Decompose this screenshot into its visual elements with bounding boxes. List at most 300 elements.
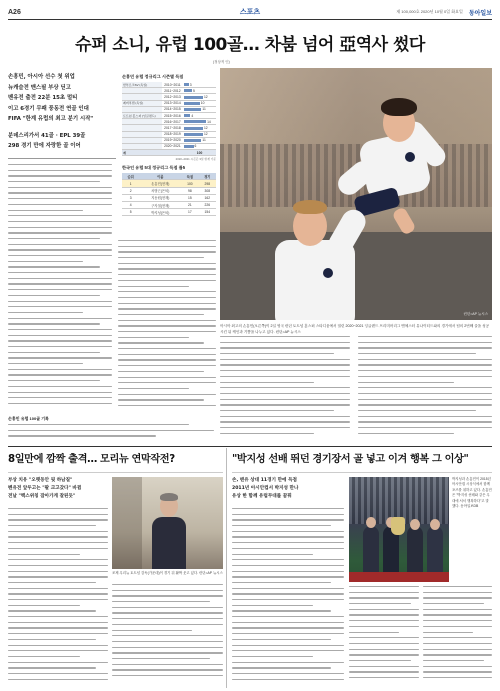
text-line bbox=[8, 181, 100, 182]
article-body-column bbox=[358, 336, 492, 442]
goals-value: 12 bbox=[203, 94, 208, 99]
text-line bbox=[8, 261, 83, 262]
header-rule bbox=[8, 19, 492, 20]
goals-value: 4 bbox=[191, 113, 194, 118]
text-line bbox=[220, 336, 350, 337]
ranking-rank-cell: 3 bbox=[122, 194, 139, 201]
goals-bar bbox=[184, 108, 201, 111]
text-line bbox=[358, 410, 476, 411]
text-line bbox=[8, 187, 112, 188]
goals-value: 14 bbox=[207, 119, 211, 124]
text-line bbox=[118, 325, 216, 326]
text-line bbox=[118, 263, 216, 264]
text-line bbox=[358, 359, 492, 360]
text-line bbox=[358, 364, 492, 365]
text-line bbox=[423, 586, 492, 587]
text-line bbox=[8, 301, 112, 302]
text-line bbox=[8, 352, 100, 353]
text-line bbox=[232, 599, 344, 600]
section-title: 스포츠 bbox=[239, 9, 261, 16]
season-cell: 2015~2016 bbox=[162, 112, 183, 118]
text-line bbox=[349, 643, 419, 644]
text-line bbox=[232, 565, 344, 566]
text-line bbox=[112, 647, 223, 648]
text-line bbox=[118, 405, 216, 406]
text-line bbox=[232, 622, 344, 623]
text-line bbox=[8, 656, 80, 657]
text-line bbox=[8, 386, 112, 387]
player-kane-figure bbox=[265, 188, 375, 320]
text-line bbox=[349, 597, 419, 598]
text-line bbox=[8, 175, 112, 176]
issue-info: 제 100,000호 2020년 10월 0일 화요일 bbox=[396, 9, 463, 14]
caption-title: 손흥민 유럽 100골 기록 bbox=[8, 416, 49, 421]
text-line bbox=[232, 673, 344, 674]
text-line bbox=[423, 649, 492, 650]
lede-line: 분데스리가서 41골 · EPL 39골 bbox=[8, 132, 86, 139]
mourinho-headline: 8일만에 깜짝 출격… 모리뉴 연막작전? bbox=[8, 454, 175, 465]
season-cell: 2018~2019 bbox=[162, 131, 183, 137]
text-line bbox=[220, 399, 350, 400]
text-line bbox=[8, 255, 112, 256]
text-line bbox=[349, 609, 419, 610]
mourinho-photo-caption: 조제 무리뉴 토트넘 감독(가운데)이 경기 뒤 활짝 웃고 있다. 런던=AP 뉴시스 bbox=[112, 571, 223, 575]
subhead-line: 부상 치유 "오랫동안 뒷 하남질" bbox=[8, 478, 73, 483]
season-cell: 2019~2020 bbox=[162, 137, 183, 143]
ranking-name-cell: 차범근(은퇴) bbox=[139, 187, 181, 194]
text-line bbox=[118, 331, 216, 332]
text-line bbox=[220, 376, 350, 377]
text-line bbox=[220, 370, 350, 371]
text-line bbox=[8, 363, 83, 364]
mourinho-subhead bbox=[8, 477, 108, 502]
text-line bbox=[112, 669, 223, 670]
park-photo-caption: 박지성과 손흥민이 2015년 아시안컵 시상식에서 함께 포즈를 취하고 있다. 손흥민은 "박지성 선배와 같은 무대에 서서 행복하다"고 말했다. 동아일보DB bbox=[452, 477, 492, 509]
stats-note: 2020~2021 시즌은 3일 현재 기준 bbox=[175, 157, 216, 162]
subhead-line: 전날 "백스위칭 잡아가게 잘된듯" bbox=[8, 494, 76, 500]
headline-credit: (정상적 인) bbox=[213, 60, 230, 64]
text-line bbox=[220, 433, 314, 434]
text-line bbox=[8, 571, 108, 572]
text-line bbox=[232, 582, 331, 583]
goals-bar bbox=[184, 96, 203, 99]
text-line bbox=[220, 353, 334, 354]
text-line bbox=[118, 251, 216, 252]
text-line bbox=[423, 603, 484, 604]
text-line bbox=[8, 525, 96, 526]
text-line bbox=[118, 314, 204, 315]
text-line bbox=[8, 536, 108, 537]
text-line bbox=[349, 592, 419, 593]
text-line bbox=[349, 620, 419, 621]
text-line bbox=[358, 382, 454, 383]
text-line bbox=[8, 542, 108, 543]
article-body-column bbox=[220, 336, 350, 442]
text-line bbox=[112, 595, 223, 596]
headline-rule bbox=[232, 472, 492, 473]
goals-bar bbox=[184, 127, 203, 130]
text-line bbox=[220, 421, 350, 422]
text-line bbox=[118, 291, 216, 292]
ranking-goals-cell: 21 bbox=[181, 202, 198, 209]
text-line bbox=[118, 365, 216, 366]
stats-table-title: 손흥민 유럽 정규리그 시즌별 득점 bbox=[122, 74, 184, 79]
text-line bbox=[220, 393, 350, 394]
text-line bbox=[112, 630, 192, 631]
goals-value: 3 bbox=[189, 82, 192, 87]
text-line bbox=[358, 433, 454, 434]
text-line bbox=[118, 297, 216, 298]
text-line bbox=[232, 645, 344, 646]
text-line bbox=[8, 645, 108, 646]
ranking-games-cell: 298 bbox=[199, 180, 216, 187]
subhead-line: 유상 한 함께 유럽무대를 꿈꿔 bbox=[232, 494, 292, 500]
page-header bbox=[8, 6, 492, 18]
text-line bbox=[8, 323, 100, 324]
text-line bbox=[220, 359, 350, 360]
season-cell: 2017~2018 bbox=[162, 125, 183, 131]
text-line bbox=[8, 616, 108, 617]
text-line bbox=[8, 204, 112, 205]
text-line bbox=[112, 664, 223, 665]
text-line bbox=[349, 603, 411, 604]
text-line bbox=[232, 627, 344, 628]
text-line bbox=[8, 531, 108, 532]
text-line bbox=[118, 303, 216, 304]
text-line bbox=[358, 387, 492, 388]
ranking-rank-cell: 2 bbox=[122, 187, 139, 194]
text-line bbox=[118, 268, 216, 269]
goals-value: 11 bbox=[202, 138, 206, 143]
text-line bbox=[8, 593, 108, 594]
text-line bbox=[220, 404, 350, 405]
text-line bbox=[358, 353, 476, 354]
ranking-games-cell: 226 bbox=[199, 202, 216, 209]
text-line bbox=[232, 576, 344, 577]
text-line bbox=[118, 337, 189, 338]
text-line bbox=[8, 192, 112, 193]
page-number: A26 bbox=[8, 8, 21, 16]
text-line bbox=[358, 421, 492, 422]
top5-table bbox=[122, 173, 216, 216]
text-line bbox=[118, 240, 216, 241]
ranking-goals-cell: 98 bbox=[181, 187, 198, 194]
text-line bbox=[118, 280, 216, 281]
text-line bbox=[358, 376, 492, 377]
text-line bbox=[112, 624, 223, 625]
text-line bbox=[8, 673, 108, 674]
text-line bbox=[8, 312, 83, 313]
text-line bbox=[349, 586, 419, 587]
goals-value: 6 bbox=[194, 144, 197, 149]
text-line bbox=[8, 210, 83, 211]
season-cell: 2016~2017 bbox=[162, 119, 183, 125]
goals-bar bbox=[184, 120, 206, 123]
text-line bbox=[8, 679, 108, 680]
text-line bbox=[8, 554, 80, 555]
lede-line: 이고 6경기 무패 풍동전 연골 인대 bbox=[8, 105, 89, 112]
text-line bbox=[220, 416, 350, 417]
text-line bbox=[8, 283, 112, 284]
text-line bbox=[8, 508, 108, 509]
text-line bbox=[232, 610, 331, 611]
text-line bbox=[232, 650, 344, 651]
season-cell: 2011~2012 bbox=[162, 88, 183, 94]
text-line bbox=[8, 335, 112, 336]
article-body-column bbox=[8, 508, 108, 686]
league-cell: 함부르크SV (독일) bbox=[122, 82, 162, 88]
col-header: 득점 bbox=[181, 173, 198, 180]
text-line bbox=[118, 371, 204, 372]
text-line bbox=[349, 666, 419, 667]
table-header-row bbox=[122, 173, 216, 180]
text-line bbox=[8, 633, 108, 634]
text-line bbox=[112, 590, 223, 591]
text-line bbox=[8, 164, 112, 165]
text-line bbox=[232, 554, 313, 555]
text-line bbox=[8, 329, 112, 330]
text-line bbox=[8, 610, 96, 611]
text-line bbox=[349, 649, 419, 650]
text-line bbox=[8, 266, 100, 267]
league-cell: 토트넘 홋스퍼 (잉글랜드) bbox=[122, 112, 162, 118]
lede-line: 뉴캐슬전 맨스필 부상 딛고 bbox=[8, 84, 71, 91]
text-line bbox=[8, 170, 112, 171]
text-line bbox=[112, 618, 223, 619]
text-line bbox=[232, 542, 344, 543]
ranking-name-cell: 지동원(현재) bbox=[139, 194, 181, 201]
text-line bbox=[118, 399, 204, 400]
subhead-line: 손, 맨유 상대 11경기 만에 득점 bbox=[232, 478, 297, 483]
ranking-games-cell: 162 bbox=[199, 194, 216, 201]
text-line bbox=[8, 295, 100, 296]
text-line bbox=[8, 519, 108, 520]
text-line bbox=[118, 320, 216, 321]
text-line bbox=[112, 652, 223, 653]
main-photo-caption: 아시아 최고의 손흥민(오른쪽)이 2일 영국 런던 토트넘 홋스퍼 스타디움에서 열린 2020~2021 잉글랜드 프리미어리그 맨체스터 유나이티드와의 경기에서 팀의 2번째 골을 성공시킨 뒤 케인과 기쁨을 나누고 있다. 런던=AP 뉴시스 bbox=[220, 324, 490, 334]
text-line bbox=[8, 599, 108, 600]
text-line bbox=[423, 677, 492, 678]
text-line bbox=[232, 548, 344, 549]
text-line bbox=[349, 637, 419, 638]
text-line bbox=[118, 246, 216, 247]
table-total-row bbox=[122, 150, 216, 156]
text-line bbox=[112, 584, 223, 585]
text-line bbox=[8, 215, 112, 216]
total-label: 계 bbox=[122, 150, 162, 156]
ranking-row bbox=[122, 187, 216, 194]
ranking-rank-cell: 5 bbox=[122, 209, 139, 216]
text-line bbox=[220, 387, 350, 388]
text-line bbox=[423, 666, 492, 667]
ranking-row bbox=[122, 194, 216, 201]
text-line bbox=[8, 340, 112, 341]
season-goals-table bbox=[122, 82, 216, 156]
goals-value: 12 bbox=[203, 125, 208, 130]
subhead-line: 2011년 아시안컵서 박지성 만나 bbox=[232, 486, 299, 492]
text-line bbox=[8, 346, 112, 347]
text-line bbox=[358, 393, 492, 394]
article-body-column bbox=[349, 586, 419, 686]
text-line bbox=[423, 660, 484, 661]
text-line bbox=[423, 643, 492, 644]
text-line bbox=[118, 359, 216, 360]
text-line bbox=[423, 597, 492, 598]
goals-bar bbox=[184, 114, 190, 117]
goals-bar bbox=[184, 145, 193, 148]
text-line bbox=[112, 658, 210, 659]
text-line bbox=[220, 427, 350, 428]
article-body-column bbox=[232, 508, 344, 686]
goals-bar bbox=[184, 139, 201, 142]
text-line bbox=[118, 377, 216, 378]
text-line bbox=[112, 601, 210, 602]
trophy-icon bbox=[391, 517, 405, 535]
text-line bbox=[118, 257, 204, 258]
main-photo-son-kane bbox=[220, 68, 492, 320]
subhead-line: 벤유전 앞두고는 "팔 크고갔다" 바뀜 bbox=[8, 486, 82, 492]
lede-line: 298 경기 만에 자랑한 골 이어 bbox=[8, 143, 81, 149]
text-line bbox=[358, 427, 492, 428]
text-line bbox=[232, 531, 344, 532]
main-headline: 슈퍼 소니, 유럽 100골… 차붐 넘어 亞역사 썼다 bbox=[75, 35, 425, 55]
lede-divider bbox=[8, 158, 116, 159]
ranking-games-cell: 308 bbox=[199, 187, 216, 194]
goals-bar bbox=[184, 133, 203, 136]
league-cell: 레버쿠젠 (독일) bbox=[122, 100, 162, 106]
season-cell: 2012~2013 bbox=[162, 94, 183, 100]
text-line bbox=[423, 592, 492, 593]
text-line bbox=[358, 336, 492, 337]
text-line bbox=[232, 508, 344, 509]
text-line bbox=[423, 654, 492, 655]
stats-box bbox=[122, 74, 216, 216]
lede-line: 벤유전 출전 22분 15초 멀티 bbox=[8, 95, 78, 101]
park-son-photo bbox=[349, 477, 449, 582]
goals-value: 10 bbox=[200, 101, 205, 106]
text-line bbox=[118, 382, 216, 383]
col-header: 순위 bbox=[122, 173, 139, 180]
park-subhead bbox=[232, 477, 344, 502]
text-line bbox=[8, 318, 112, 319]
text-line bbox=[112, 635, 223, 636]
text-line bbox=[358, 342, 492, 343]
text-line bbox=[358, 347, 492, 348]
text-line bbox=[118, 286, 189, 287]
text-line bbox=[118, 354, 216, 355]
col-header: 이름 bbox=[139, 173, 181, 180]
goals-value: 11 bbox=[202, 107, 206, 112]
text-line bbox=[232, 593, 344, 594]
lede-summary bbox=[8, 72, 116, 152]
text-line bbox=[232, 662, 344, 663]
text-line bbox=[8, 662, 108, 663]
text-line bbox=[8, 622, 108, 623]
text-line bbox=[349, 626, 419, 627]
text-line bbox=[232, 667, 331, 668]
ranking-name-cell: 구자철(현재) bbox=[139, 202, 181, 209]
text-line bbox=[423, 614, 492, 615]
text-line bbox=[349, 660, 411, 661]
text-line bbox=[8, 397, 112, 398]
ranking-goals-cell: 15 bbox=[181, 194, 198, 201]
text-line bbox=[118, 274, 216, 275]
goals-value: 5 bbox=[192, 88, 195, 93]
lower-left-caption bbox=[8, 416, 214, 441]
text-line bbox=[349, 614, 419, 615]
article-body-column bbox=[423, 586, 492, 686]
text-line bbox=[8, 249, 112, 250]
season-cell: 2014~2015 bbox=[162, 106, 183, 112]
ranking-row bbox=[122, 180, 216, 187]
text-line bbox=[232, 571, 344, 572]
ranking-games-cell: 154 bbox=[199, 209, 216, 216]
text-line bbox=[112, 612, 223, 613]
text-line bbox=[232, 605, 313, 606]
season-cell: 2010~2011 bbox=[162, 82, 183, 88]
text-line bbox=[349, 677, 419, 678]
text-line bbox=[8, 369, 112, 370]
total-value: 100 bbox=[183, 150, 216, 156]
text-line bbox=[8, 306, 112, 307]
text-line bbox=[8, 403, 112, 404]
section-divider bbox=[8, 446, 492, 447]
text-line bbox=[423, 609, 492, 610]
text-line bbox=[8, 198, 112, 199]
goals-bar bbox=[184, 83, 189, 86]
text-line bbox=[358, 416, 492, 417]
text-line bbox=[8, 559, 108, 560]
text-line bbox=[232, 588, 344, 589]
text-line bbox=[232, 633, 344, 634]
text-line bbox=[8, 289, 112, 290]
text-line bbox=[8, 582, 96, 583]
col-header: 경기 bbox=[199, 173, 216, 180]
lede-line: FIFA "한계 유럽의 최고 분기 시작" bbox=[8, 116, 94, 122]
text-line bbox=[8, 392, 112, 393]
text-line bbox=[8, 380, 100, 381]
header-right bbox=[396, 8, 492, 17]
text-line bbox=[8, 667, 96, 668]
text-line bbox=[8, 639, 96, 640]
text-line bbox=[8, 576, 108, 577]
article-body-column bbox=[112, 584, 223, 686]
text-line bbox=[8, 605, 80, 606]
text-line bbox=[8, 627, 108, 628]
text-line bbox=[423, 671, 492, 672]
ranking-row bbox=[122, 202, 216, 209]
mourinho-photo bbox=[112, 477, 223, 569]
ranking-name-cell: 박지성(은퇴) bbox=[139, 209, 181, 216]
text-line bbox=[118, 308, 216, 309]
text-line bbox=[232, 656, 313, 657]
text-line bbox=[358, 399, 492, 400]
text-line bbox=[8, 565, 108, 566]
text-line bbox=[8, 278, 112, 279]
text-line bbox=[232, 536, 344, 537]
text-line bbox=[423, 620, 492, 621]
text-line bbox=[232, 519, 344, 520]
text-line bbox=[232, 616, 344, 617]
text-line bbox=[423, 626, 492, 627]
text-line bbox=[8, 221, 112, 222]
goals-bar bbox=[184, 102, 200, 105]
text-line bbox=[232, 514, 344, 515]
season-cell: 2013~2014 bbox=[162, 100, 183, 106]
text-line bbox=[112, 675, 223, 676]
text-line bbox=[118, 342, 204, 343]
ranking-goals-cell: 17 bbox=[181, 209, 198, 216]
